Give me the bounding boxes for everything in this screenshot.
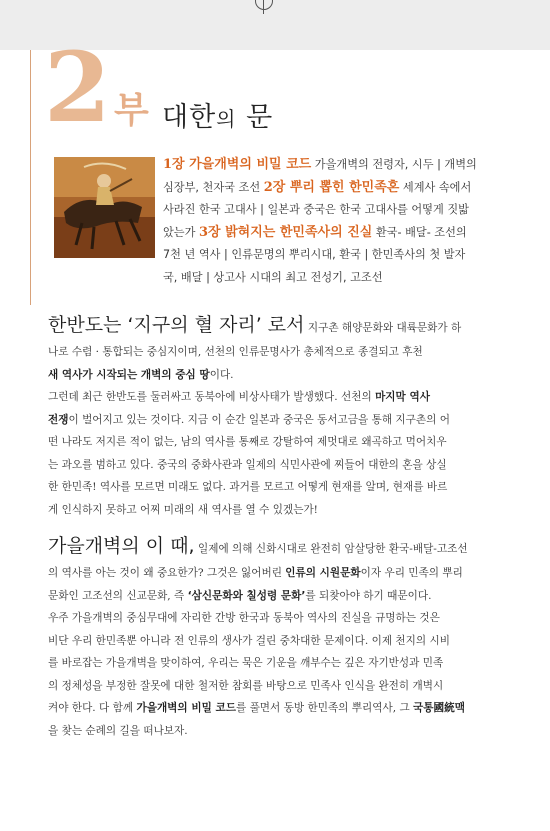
text-line: [48, 585, 504, 608]
ancient-mural-image: [54, 157, 155, 258]
text-span: 일제에 의해 신화시대로 완전히 암살당한 환국-배달-고조선: [194, 543, 468, 555]
paragraph-1: [48, 312, 504, 521]
text-span: 문화인 고조선의 신교문화, 즉: [48, 589, 188, 602]
margin-rule: [30, 50, 31, 305]
chapter-3-desc: 환국- 배달- 조선의: [372, 225, 467, 239]
paragraph-2: [48, 533, 504, 742]
text-span: 이자 우리 민족의 뿌리: [360, 567, 463, 579]
text-span: 그런데 최근 한반도를 둘러싸고 동북아에 비상사태가 발생했다. 선천의: [48, 391, 376, 403]
chapter-2-desc: 았는가: [163, 225, 199, 239]
text-line: 한 한민족! 역사를 모르면 미래도 없다. 과거를 모르고 어떻게 현재를 알며, 현재를 바르: [48, 481, 448, 493]
emphasis-text: 인류의 시원문화: [285, 567, 361, 579]
chapter-1-title: 1장 가을개벽의 비밀 코드: [163, 157, 312, 172]
text-span: 켜야 한다. 다 함께: [48, 702, 137, 714]
emphasis-text: 새 역사가 시작되는 개벽의 중심 땅: [48, 368, 210, 381]
text-line: [48, 697, 504, 720]
text-span: 의 역사를 아는 것이 왜 중요한가? 그것은 잃어버린: [48, 567, 286, 579]
chapter-2-desc: 세계사 속에서: [399, 180, 472, 194]
emphasis-text: 전쟁: [48, 413, 69, 426]
text-span: 를 풀면서 동방 한민족의 뿌리역사, 그: [235, 702, 414, 714]
text-line: [48, 409, 504, 432]
emphasis-text: 국통國統맥: [413, 702, 465, 714]
toc-line: 7천 년 역사 | 인류문명의 뿌리시대, 환국 | 한민족사의 첫 발자: [163, 248, 466, 262]
chapter-2-title: 2장 뿌리 뽑힌 한민족혼: [263, 179, 400, 195]
part-title-a: 대한: [162, 102, 217, 133]
part-number: 2: [44, 31, 109, 144]
text-span: 이다.: [209, 368, 234, 381]
lead-phrase: 한반도는 ‘지구의 혈 자리’ 로서: [48, 314, 305, 336]
part-title-c: 문: [236, 102, 274, 133]
text-line: 의 정체성을 부정한 잘못에 대한 철저한 참회를 바탕으로 민족사 인식을 완전히 개벽시: [48, 679, 444, 692]
text-line: [48, 364, 504, 387]
chapter-summary: [163, 154, 513, 290]
text-line: 를 바로잡는 가을개벽을 맞이하여, 우리는 묵은 기운을 깨부수는 깊은 자기반성과 민족: [48, 657, 444, 669]
text-span: 이 벌어지고 있는 것이다. 지금 이 순간 일본과 중국은 동서고금을 통해 지구촌의 어: [68, 413, 450, 426]
emphasis-text: 마지막 역사: [375, 391, 430, 403]
toc-line: [163, 222, 513, 245]
part-suffix: 부: [114, 89, 149, 131]
toc-line: [163, 154, 513, 177]
text-line: 게 인식하지 못하고 어찌 미래의 새 역사를 열 수 있겠는가!: [48, 503, 318, 516]
text-line: 을 찾는 순례의 길을 떠나보자.: [48, 724, 188, 737]
text-line: [48, 386, 504, 409]
toc-line: 사라진 한국 고대사 | 일본과 중국은 한국 고대사를 어떻게 짓밟: [163, 203, 469, 217]
part-title: [162, 95, 273, 134]
emphasis-text: ‘삼신문화와 칠성령 문화’: [187, 589, 306, 602]
emphasis-text: 가을개벽의 비밀 코드: [136, 702, 236, 714]
lead-phrase: 가을개벽의 이 때,: [48, 535, 195, 557]
text-line: 나로 수렴 · 통합되는 중심지이며, 선천의 인류문명사가 총체적으로 종결되고 후천: [48, 346, 423, 358]
text-span: 를 되찾아야 하기 때문이다.: [305, 589, 432, 602]
text-line: [48, 562, 504, 585]
text-line: 우주 가을개벽의 중심무대에 자리한 간방 한국과 동북아 역사의 진실을 규명하는 것은: [48, 612, 440, 624]
chapter-1-desc: 심장부, 천자국 조선: [163, 180, 264, 194]
chapter-3-title: 3장 밝혀지는 한민족사의 진실: [198, 224, 373, 240]
text-line: [48, 533, 504, 562]
toc-line: 국, 배달 | 상고사 시대의 최고 전성기, 고조선: [163, 270, 383, 284]
text-line: 비단 우리 한민족뿐 아니라 전 인류의 생사가 걸린 중차대한 문제이다. 이제 천지의 시비: [48, 634, 450, 647]
text-line: 떤 나라도 저지른 적이 없는, 남의 역사를 통째로 강탈하여 제멋대로 왜곡하고 먹어치우: [48, 436, 447, 448]
chapter-1-desc: 가을개벽의 전령자, 시두 | 개벽의: [311, 158, 477, 171]
toc-line: [163, 177, 513, 200]
text-span: 지구촌 해양문화와 대륙문화가 하: [304, 322, 462, 334]
text-line: [48, 312, 504, 341]
part-title-b: 의: [216, 107, 237, 131]
text-line: 는 과오를 범하고 있다. 중국의 중화사관과 일제의 식민사관에 찌들어 대한의 혼을 상실: [48, 458, 447, 471]
